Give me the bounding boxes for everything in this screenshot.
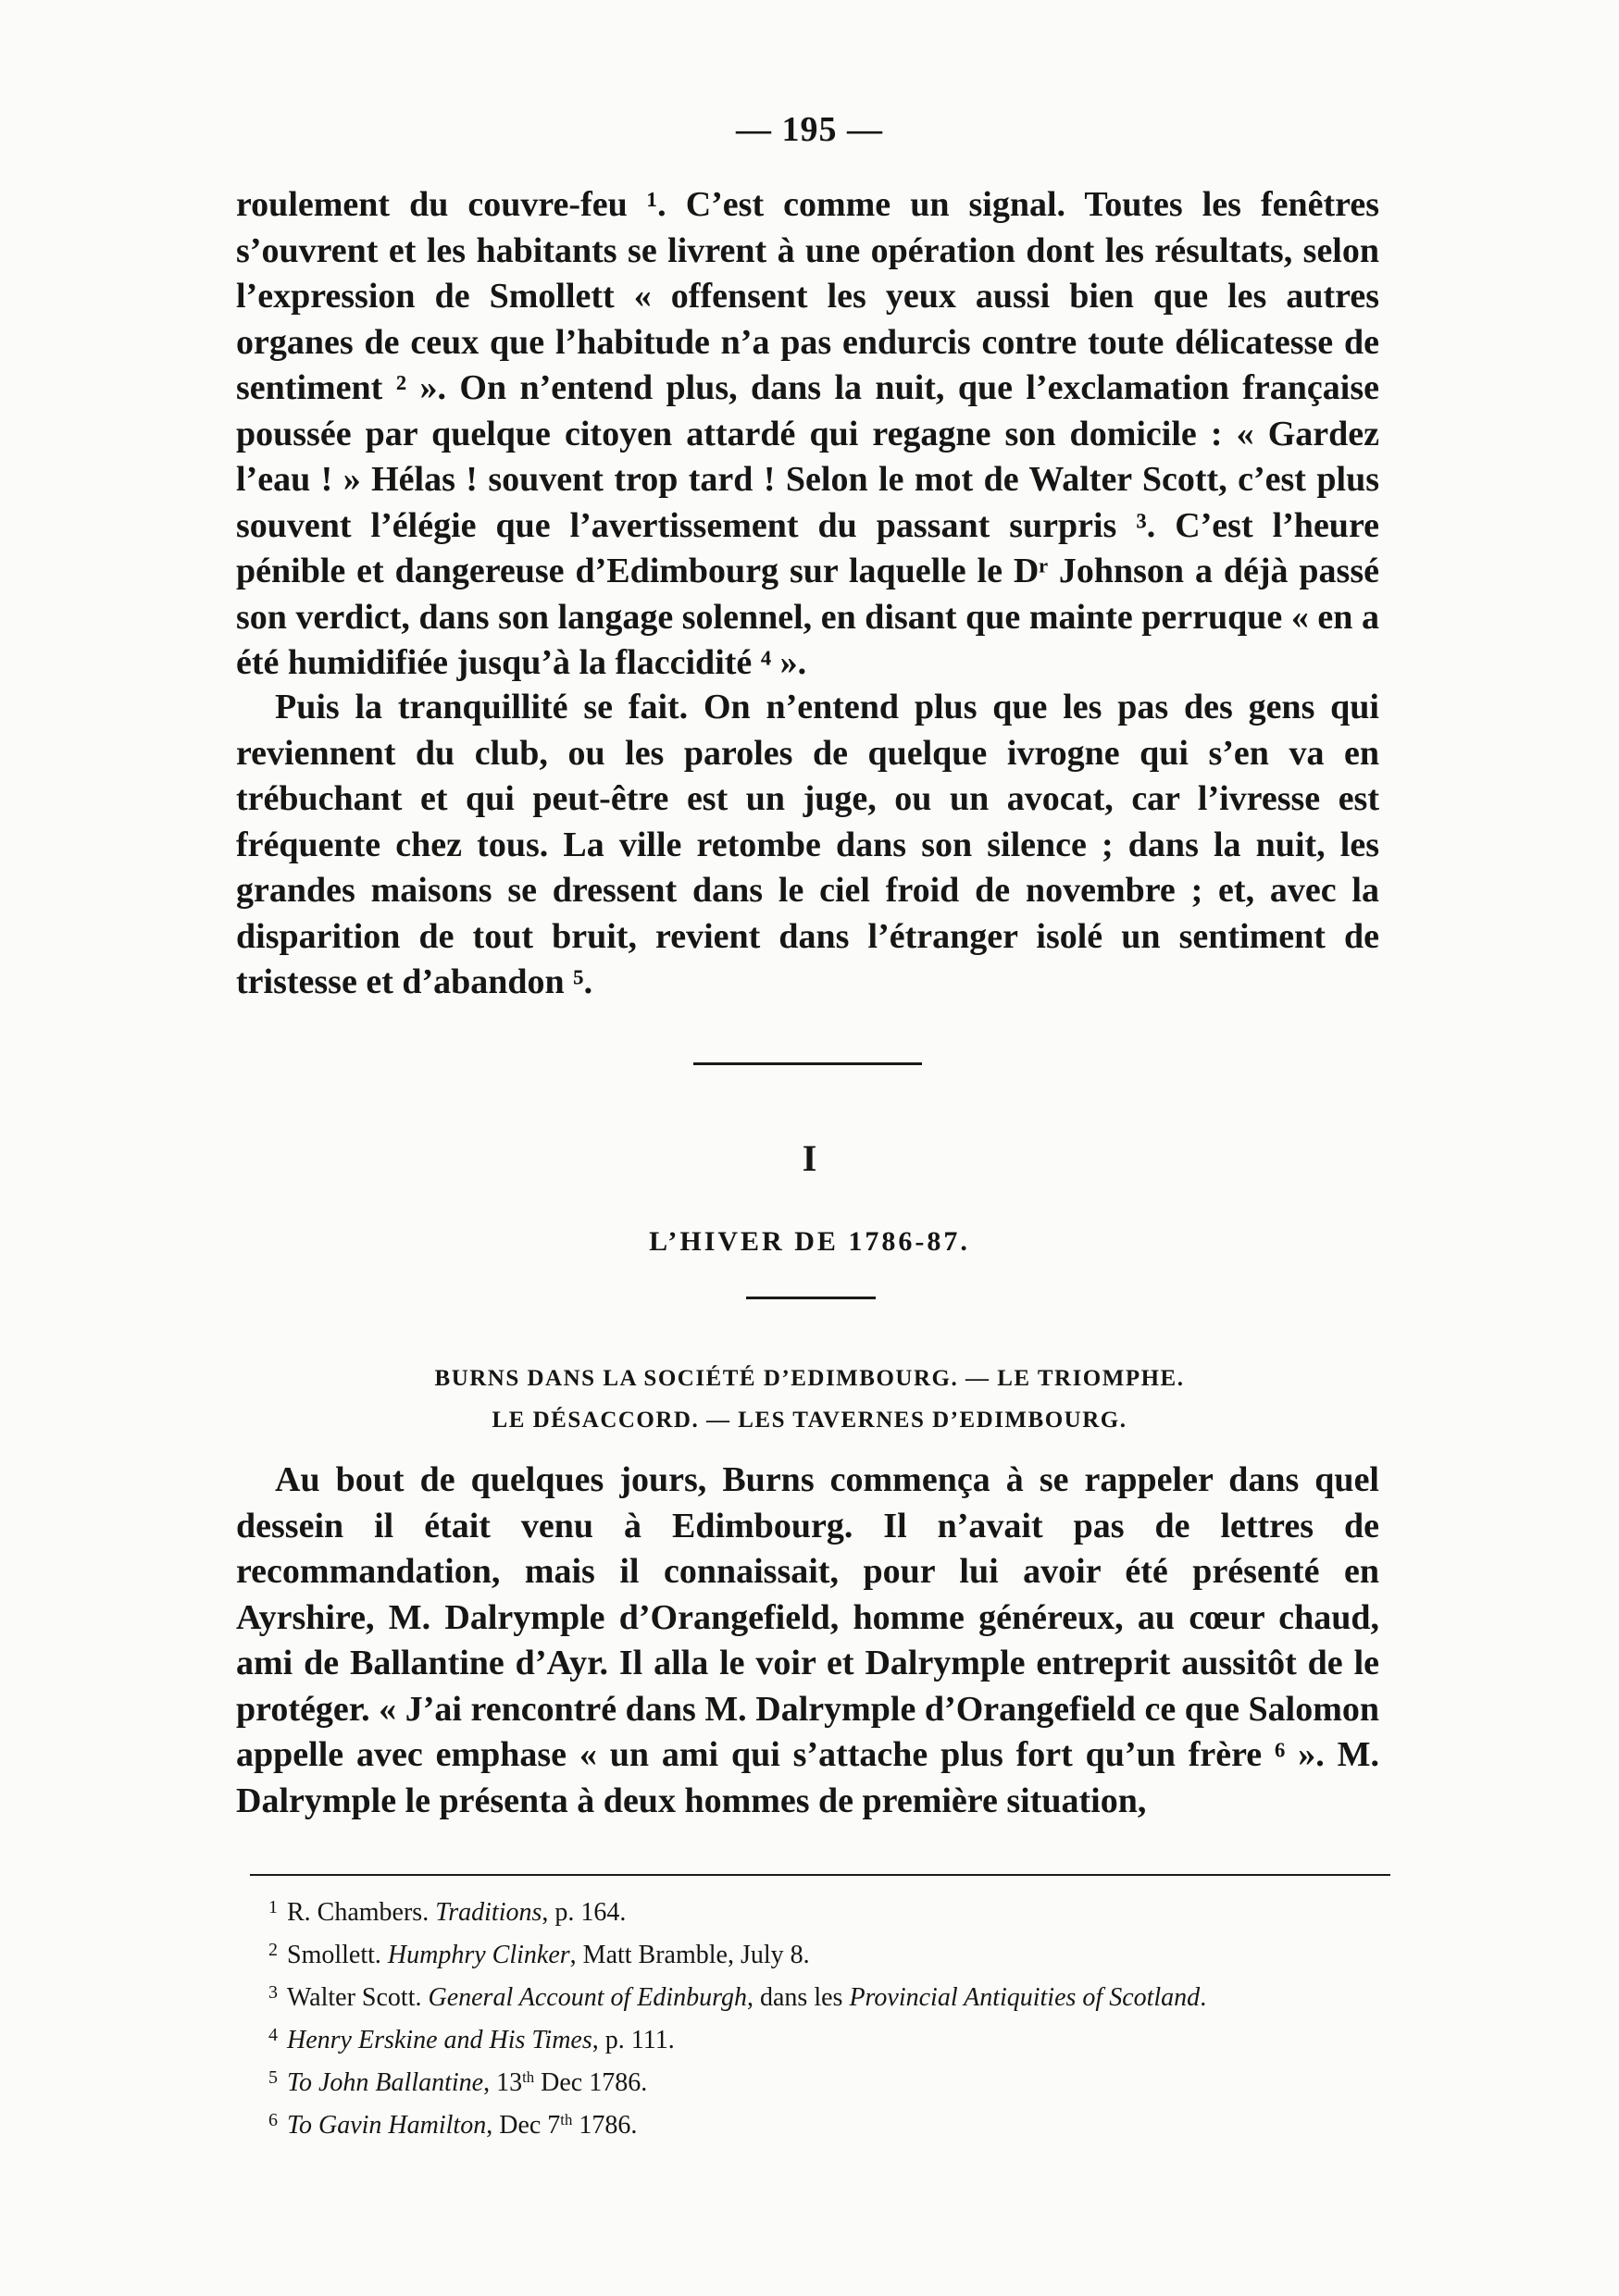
footnote-3: [268, 1979, 1389, 2012]
footnote-title: Traditions: [435, 1898, 542, 1927]
section-divider: [693, 1062, 922, 1065]
footnote-number: 3: [268, 1982, 278, 2003]
footnote-title: To John Ballantine: [287, 2068, 484, 2097]
footnote-2: [268, 1936, 1389, 1969]
footnote-title: To Gavin Hamilton: [287, 2111, 487, 2140]
footnote-title: General Account of Edinburgh: [428, 1983, 747, 2012]
footnote-detail: , Matt Bramble, July 8.: [569, 1941, 810, 1969]
footnotes: [268, 1893, 1389, 2149]
section-summary-line-2: LE DÉSACCORD. — LES TAVERNES D’EDIMBOURG.: [492, 1408, 1127, 1433]
footnote-detail-2: .: [1200, 1983, 1207, 2012]
footnote-detail: , p. 111.: [592, 2026, 675, 2054]
footnote-1: [268, 1893, 1389, 1927]
footnote-title: Henry Erskine and His Times: [287, 2026, 592, 2054]
title-underline: [746, 1297, 876, 1299]
footnote-author: R. Chambers.: [287, 1898, 436, 1927]
footnote-separator: [250, 1874, 1390, 1876]
page-number: — 195 —: [736, 110, 883, 149]
footnote-detail-2: 1786.: [572, 2111, 638, 2140]
footnote-4: [268, 2021, 1389, 2054]
paragraph-2: Puis la tranquillité se fait. On n’entend plus que les pas des gens qui reviennent du club, ou les paroles de quelque ivrogne qui s’en va en trébuchant et qui peut-être est un juge, ou un avocat, car l’ivresse est fréquente chez tous. La ville retombe dans son silence ; dans la nuit, les grandes maisons se dressent dans le ciel froid de novembre ; et, avec la disparition de tout bruit, revient dans l’étranger isolé un sentiment de tristesse et d’abandon ⁵.: [236, 688, 1379, 1001]
footnote-detail: , 13: [483, 2068, 523, 2097]
footnote-author: Walter Scott.: [287, 1983, 429, 2012]
footnote-number: 2: [268, 1940, 278, 1960]
paragraph-3: Au bout de quelques jours, Burns commença à se rappeler dans quel dessein il était venu à Edimbourg. Il n’avait pas de lettres de recommandation, mais il connaissait, pour lui avoir été présenté en Ayrshire, M. Dalrymple d’Orangefield, homme généreux, au cœur chaud, ami de Ballantine d’Ayr. Il alla le voir et Dalrymple entreprit aussitôt de le protéger. « J’ai rencontré dans M. Dalrymple d’Orangefield ce que Salomon appelle avec emphase « un ami qui s’attache plus fort qu’un frère ⁶ ». M. Dalrymple le présenta à deux hommes de première situation,: [236, 1460, 1379, 1820]
footnote-number: 5: [268, 2067, 278, 2088]
footnote-5: [268, 2064, 1389, 2097]
footnote-number: 6: [268, 2110, 278, 2130]
footnote-number: 4: [268, 2025, 278, 2045]
footnote-number: 1: [268, 1897, 278, 1917]
section-numeral: I: [802, 1137, 817, 1179]
footnote-title: Humphry Clinker: [387, 1941, 570, 1969]
footnote-detail: , p. 164.: [542, 1898, 627, 1927]
footnote-title-2: Provincial Antiquities of Scotland: [849, 1983, 1201, 2012]
footnote-detail-2: Dec 1786.: [534, 2068, 648, 2097]
footnote-detail: , Dec 7: [486, 2111, 561, 2140]
section-title: L’HIVER DE 1786-87.: [649, 1226, 970, 1257]
footnote-author: Smollett.: [287, 1941, 388, 1969]
footnote-6: [268, 2106, 1389, 2140]
paragraph-1: roulement du couvre-feu ¹. C’est comme un signal. Toutes les fenêtres s’ouvrent et les habitants se livrent à une opération dont les résultats, selon l’expression de Smollett « offensent les yeux aussi bien que les autres organes de ceux que l’habitude n’a pas endurcis contre toute délicatesse de sentiment ² ». On n’entend plus, dans la nuit, que l’exclamation française poussée par quelque citoyen attardé qui regagne son domicile : « Gardez l’eau ! » Hélas ! souvent trop tard ! Selon le mot de Walter Scott, c’est plus souvent l’élégie que l’avertissement du passant surpris ³. C’est l’heure pénible et dangereuse d’Edimbourg sur laquelle le Dʳ Johnson a déjà passé son verdict, dans son langage solennel, en disant que mainte perruque « en a été humidifiée jusqu’à la flaccidité ⁴ ».: [236, 185, 1379, 682]
section-summary-line-1: BURNS DANS LA SOCIÉTÉ D’EDIMBOURG. — LE TRIOMPHE.: [434, 1366, 1185, 1391]
ordinal-suffix: th: [560, 2110, 573, 2128]
footnote-detail: , dans les: [747, 1983, 850, 2012]
ordinal-suffix: th: [522, 2067, 535, 2086]
